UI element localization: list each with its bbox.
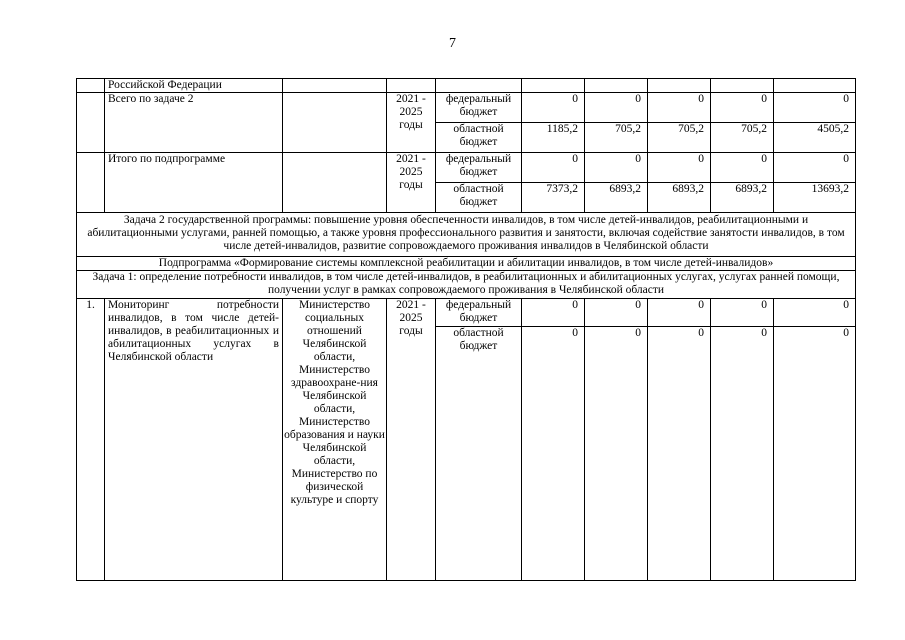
funding-source: федеральный бюджет: [436, 153, 522, 183]
value-cell: 1185,2: [522, 123, 585, 153]
row-label: Всего по задаче 2: [105, 93, 283, 153]
value-cell: 0: [711, 327, 774, 581]
funding-source: федеральный бюджет: [436, 93, 522, 123]
funding-source: областной бюджет: [436, 123, 522, 153]
value-cell: 6893,2: [711, 183, 774, 213]
value-cell: 0: [774, 299, 856, 327]
value-cell: 705,2: [711, 123, 774, 153]
value-cell: 0: [774, 327, 856, 581]
value-cell: 4505,2: [774, 123, 856, 153]
value-cell: 0: [648, 93, 711, 123]
value-cell: 0: [774, 93, 856, 123]
table-row: [77, 257, 856, 271]
value-cell: 0: [585, 299, 648, 327]
item-name: Мониторинг потребности инвалидов, в том числе детей-инвалидов, в реабилитационных и абилитационных услугах в Челябинской области: [105, 299, 283, 581]
state-task-heading: Задача 2 государственной программы: повышение уровня обеспеченности инвалидов, в том числе детей-инвалидов, реабилитационными и абилитационными услугами, ранней помощью, а также уровня профессионального развития и занятости, включая содействие занятости инвалидов, в том числе детей-инвалидов, развитие сопровождаемого проживания инвалидов в Челябинской области: [77, 213, 856, 257]
table-row: [77, 271, 856, 299]
table-row: [77, 93, 856, 123]
table-row: [77, 153, 856, 183]
value-cell: 0: [585, 93, 648, 123]
table-row: [77, 299, 856, 327]
value-cell: 705,2: [648, 123, 711, 153]
value-cell: 6893,2: [648, 183, 711, 213]
table-row: [77, 213, 856, 257]
funding-source: областной бюджет: [436, 327, 522, 581]
value-cell: 705,2: [585, 123, 648, 153]
period-cell: 2021 - 2025 годы: [387, 153, 436, 213]
item-executors: Министерство социальных отношений Челябинской области, Министерство здравоохране-ния Челябинской области, Министерство образования и науки Челябинской области, Министерство по физической культуре и спорту: [283, 299, 387, 581]
page-number: 7: [449, 36, 456, 51]
value-cell: 0: [711, 299, 774, 327]
value-cell: 0: [585, 327, 648, 581]
table-row: [77, 79, 856, 93]
funding-source: федеральный бюджет: [436, 299, 522, 327]
value-cell: 0: [648, 299, 711, 327]
value-cell: 13693,2: [774, 183, 856, 213]
value-cell: 0: [648, 153, 711, 183]
value-cell: 0: [522, 153, 585, 183]
period-cell: 2021 - 2025 годы: [387, 299, 436, 581]
value-cell: 0: [585, 153, 648, 183]
value-cell: 0: [711, 153, 774, 183]
period-cell: 2021 - 2025 годы: [387, 93, 436, 153]
value-cell: 0: [648, 327, 711, 581]
task-heading: Задача 1: определение потребности инвалидов, в том числе детей-инвалидов, в реабилитационных и абилитационных услугах, услугах ранней помощи, получении услуг в рамках сопровождаемого проживания в Челябинской области: [77, 271, 856, 299]
value-cell: 7373,2: [522, 183, 585, 213]
subprogram-heading: Подпрограмма «Формирование системы комплексной реабилитации и абилитации инвалидов, в том числе детей-инвалидов»: [77, 257, 856, 271]
value-cell: 0: [522, 93, 585, 123]
program-table: [76, 78, 856, 581]
value-cell: 0: [522, 327, 585, 581]
row-label: Итого по подпрограмме: [105, 153, 283, 213]
value-cell: 6893,2: [585, 183, 648, 213]
value-cell: 0: [711, 93, 774, 123]
value-cell: 0: [522, 299, 585, 327]
funding-source: областной бюджет: [436, 183, 522, 213]
row-label: Российской Федерации: [105, 79, 283, 93]
value-cell: 0: [774, 153, 856, 183]
item-number: 1.: [77, 299, 105, 581]
